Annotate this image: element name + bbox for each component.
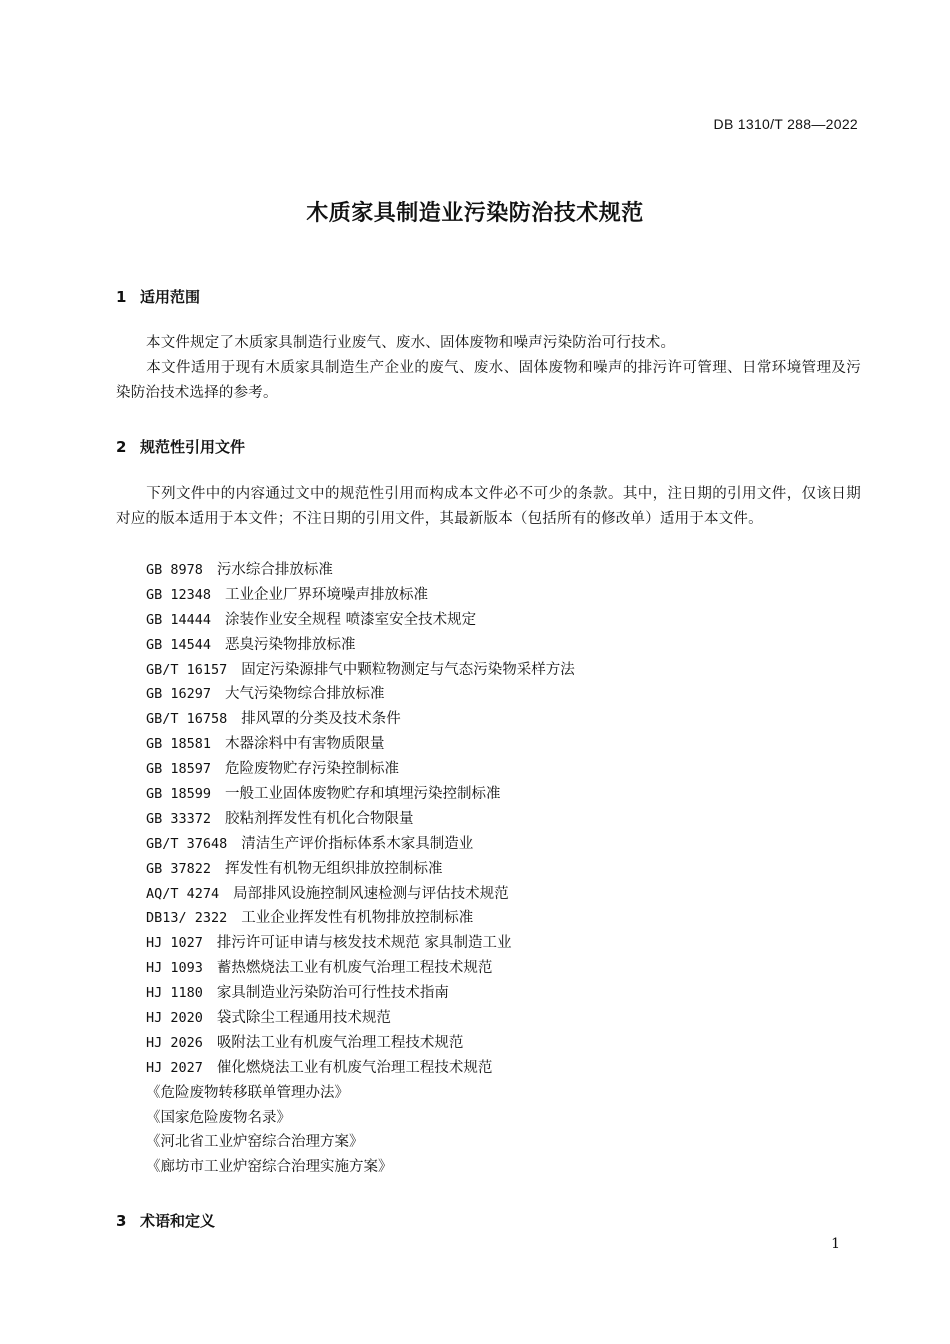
reference-item: GB 16297 大气污染物综合排放标准 xyxy=(146,686,385,703)
reference-item: DB13/ 2322 工业企业挥发性有机物排放控制标准 xyxy=(146,910,474,927)
reference-item: GB 14444 涂装作业安全规程 喷漆室安全技术规定 xyxy=(146,611,477,628)
section-2-paragraph-1: 下列文件中的内容通过文中的规范性引用而构成本文件必不可少的条款。其中，注日期的引用文件，仅该日期对应的版本适用于本文件；不注日期的引用文件，其最新版本（包括所有的修改单）适用于本文件。 xyxy=(116,486,861,527)
page-number: 1 xyxy=(831,1236,840,1252)
section-1-paragraph-2: 本文件适用于现有木质家具制造生产企业的废气、废水、固体废物和噪声的排污许可管理、日常环境管理及污染防治技术选择的参考。 xyxy=(116,360,861,401)
reference-item: GB 18581 木器涂料中有害物质限量 xyxy=(146,736,385,753)
reference-item: GB 14544 恶臭污染物排放标准 xyxy=(146,636,356,653)
reference-item: GB 12348 工业企业厂界环境噪声排放标准 xyxy=(146,586,429,603)
reference-item: GB 8978 污水综合排放标准 xyxy=(146,562,333,578)
reference-item: HJ 2026 吸附法工业有机废气治理工程技术规范 xyxy=(146,1034,464,1051)
reference-item: GB 33372 胶粘剂挥发性有机化合物限量 xyxy=(146,810,414,827)
reference-item: GB 37822 挥发性有机物无组织排放控制标准 xyxy=(146,860,443,877)
normative-references-list xyxy=(146,558,575,1180)
section-number: 1 xyxy=(116,288,127,306)
reference-item: 《河北省工业炉窑综合治理方案》 xyxy=(146,1134,364,1151)
reference-item: 《廊坊市工业炉窑综合治理实施方案》 xyxy=(146,1159,393,1176)
reference-item: 《危险废物转移联单管理办法》 xyxy=(146,1084,349,1101)
reference-item: GB 18597 危险废物贮存污染控制标准 xyxy=(146,761,400,778)
section-number: 2 xyxy=(116,438,127,456)
reference-item: HJ 2027 催化燃烧法工业有机废气治理工程技术规范 xyxy=(146,1059,493,1076)
reference-item: HJ 1027 排污许可证申请与核发技术规范 家具制造工业 xyxy=(146,935,512,952)
reference-item: HJ 1093 蓄热燃烧法工业有机废气治理工程技术规范 xyxy=(146,960,493,977)
section-1-paragraph-1: 本文件规定了木质家具制造行业废气、废水、固体废物和噪声污染防治可行技术。 xyxy=(146,335,676,351)
section-title: 适用范围 xyxy=(140,288,201,306)
section-title: 术语和定义 xyxy=(140,1212,216,1230)
section-2-heading xyxy=(116,436,245,457)
reference-item: HJ 1180 家具制造业污染防治可行性技术指南 xyxy=(146,985,449,1002)
section-number: 3 xyxy=(116,1212,127,1230)
standard-code: DB 1310/T 288—2022 xyxy=(713,116,858,132)
reference-item: GB 18599 一般工业固体废物贮存和填埋污染控制标准 xyxy=(146,786,501,803)
reference-item: GB/T 16758 排风罩的分类及技术条件 xyxy=(146,711,401,728)
section-1-heading xyxy=(116,286,200,307)
reference-item: HJ 2020 袋式除尘工程通用技术规范 xyxy=(146,1010,391,1027)
section-title: 规范性引用文件 xyxy=(140,438,246,456)
reference-item: 《国家危险废物名录》 xyxy=(146,1109,291,1126)
reference-item: GB/T 16157 固定污染源排气中颗粒物测定与气态污染物采样方法 xyxy=(146,661,575,678)
reference-item: AQ/T 4274 局部排风设施控制风速检测与评估技术规范 xyxy=(146,885,509,902)
reference-item: GB/T 37648 清洁生产评价指标体系木家具制造业 xyxy=(146,835,474,852)
document-title: 木质家具制造业污染防治技术规范 xyxy=(306,201,644,226)
section-3-heading xyxy=(116,1210,215,1231)
